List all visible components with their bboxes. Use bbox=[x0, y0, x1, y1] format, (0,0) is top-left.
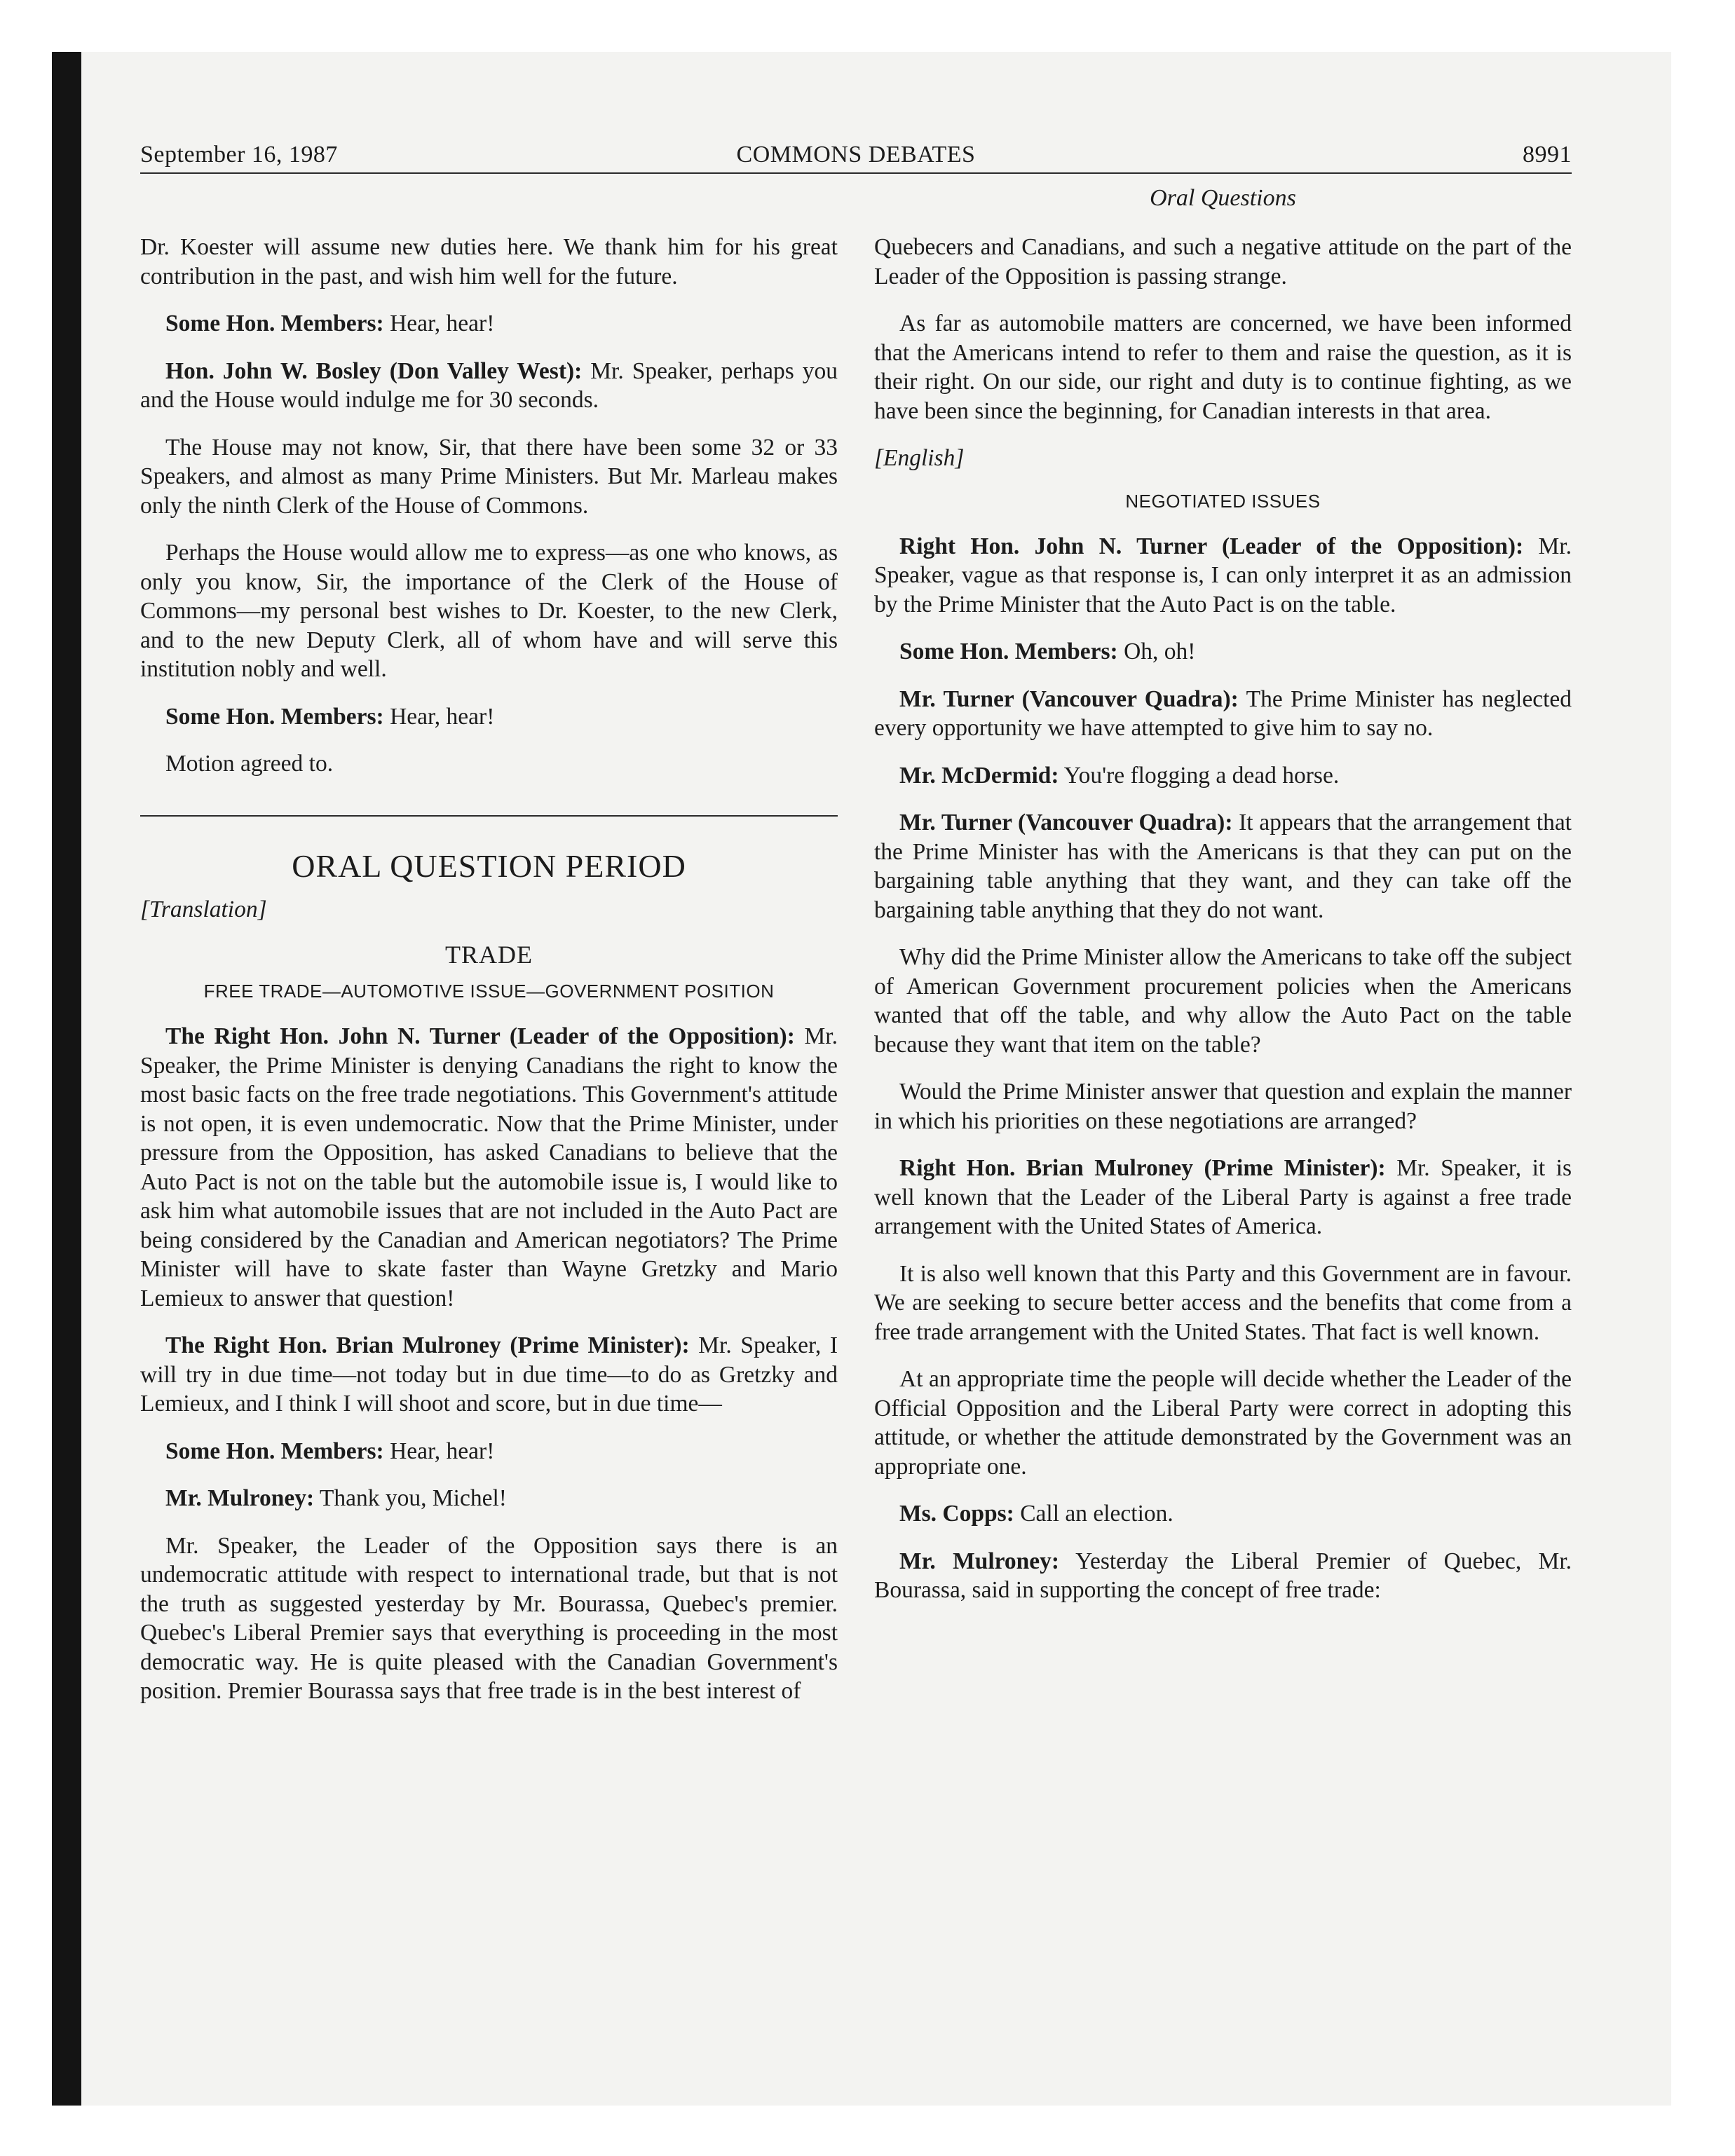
speech bbox=[874, 761, 1572, 791]
paragraph: The House may not know, Sir, that there have been some 32 or 33 Speakers, and almost as many Prime Ministers. But Mr. Marleau makes only the ninth Clerk of the House of Commons. bbox=[140, 434, 838, 519]
speaker-name: Mr. Mulroney: bbox=[899, 1548, 1060, 1574]
speaker-name: Right Hon. John N. Turner (Leader of the Opposition): bbox=[899, 533, 1524, 559]
speech bbox=[140, 1331, 838, 1419]
speaker-name: Right Hon. Brian Mulroney (Prime Minister): bbox=[899, 1155, 1386, 1181]
speech bbox=[140, 309, 838, 339]
speaker-name: Some Hon. Members: bbox=[899, 639, 1118, 664]
speech bbox=[140, 357, 838, 415]
left-column bbox=[140, 233, 838, 2041]
speech bbox=[874, 1547, 1572, 1605]
subsection-title: TRADE bbox=[445, 941, 533, 969]
header-page-number: 8991 bbox=[1523, 142, 1572, 168]
speech-text: Mr. Speaker, perhaps you and the House would indulge me for 30 seconds. bbox=[140, 357, 838, 413]
speech bbox=[874, 808, 1572, 925]
speech-text: Thank you, Michel! bbox=[314, 1485, 507, 1511]
paragraph: It is also well known that this Party and this Government are in favour. We are seeking to secure better access and the benefits that come from a free trade arrangement with the United States. That fact is well known. bbox=[874, 1260, 1572, 1345]
speaker-name: The Right Hon. Brian Mulroney (Prime Minister): bbox=[165, 1332, 690, 1358]
speech bbox=[874, 637, 1572, 667]
speech bbox=[874, 1154, 1572, 1241]
speech bbox=[140, 1484, 838, 1513]
paragraph: Dr. Koester will assume new duties here. We thank him for his great contribution in the past, and wish him well for the future. bbox=[140, 234, 838, 289]
speaker-name: Some Hon. Members: bbox=[165, 311, 384, 336]
speaker-name: Some Hon. Members: bbox=[165, 703, 384, 730]
section-divider bbox=[140, 815, 838, 817]
speaker-name: Mr. Turner (Vancouver Quadra): bbox=[899, 685, 1239, 712]
speech bbox=[874, 1499, 1572, 1529]
speech-text: You're flogging a dead horse. bbox=[1059, 762, 1340, 789]
speaker-name: Ms. Copps: bbox=[899, 1501, 1014, 1527]
paragraph: Perhaps the House would allow me to express—as one who knows, as only you know, Sir, the importance of the Clerk of the House of Commons—my personal best wishes to Dr. Koester, to the new Clerk, and to the new Deputy Clerk, all of whom have and will serve this institution nobly and well. bbox=[140, 540, 838, 682]
speech bbox=[874, 532, 1572, 620]
scan-edge bbox=[52, 52, 81, 2106]
speech-text: Mr. Speaker, it is well known that the Leader of the Liberal Party is against a free trade arrangement with the United States of America. bbox=[874, 1155, 1572, 1239]
language-note: [English] bbox=[874, 445, 965, 471]
paragraph: At an appropriate time the people will decide whether the Leader of the Official Opposition and the Liberal Party were correct in adopting this attitude, or whether the attitude demonstrated by the Government was an appropriate one. bbox=[874, 1366, 1572, 1480]
speaker-name: Mr. Turner (Vancouver Quadra): bbox=[899, 810, 1233, 835]
speech-text: Oh, oh! bbox=[1117, 639, 1196, 664]
speech-text: Hear, hear! bbox=[383, 1438, 495, 1464]
speech-text: Hear, hear! bbox=[383, 703, 495, 730]
speaker-name: Mr. Mulroney: bbox=[165, 1485, 315, 1511]
speech-text: Mr. Speaker, vague as that response is, I can only interpret it as an admission by the Prime Minister that the Auto Pact is on the table. bbox=[874, 533, 1572, 618]
section-title: ORAL QUESTION PERIOD bbox=[292, 847, 686, 884]
topic-title: NEGOTIATED ISSUES bbox=[1125, 490, 1321, 512]
speech bbox=[140, 1437, 838, 1466]
speech-text: It appears that the arrangement that the Prime Minister has with the Americans is that they can put on the bargaining table anything that they want, and they can take off the bargaining table anything that they do not want. bbox=[874, 810, 1572, 923]
header-title: COMMONS DEBATES bbox=[736, 142, 976, 168]
speech-text: Yesterday the Liberal Premier of Quebec, Mr. Bourassa, said in supporting the concept of free trade: bbox=[874, 1548, 1572, 1603]
speech-text: Hear, hear! bbox=[383, 311, 495, 336]
speaker-name: Hon. John W. Bosley (Don Valley West): bbox=[165, 357, 583, 384]
speaker-name: Some Hon. Members: bbox=[165, 1438, 384, 1464]
speaker-name: Mr. McDermid: bbox=[899, 762, 1059, 789]
paragraph: Would the Prime Minister answer that question and explain the manner in which his priorities on these negotiations are arranged? bbox=[874, 1079, 1572, 1134]
paragraph: Motion agreed to. bbox=[165, 751, 334, 777]
paragraph: Mr. Speaker, the Leader of the Opposition says there is an undemocratic attitude with respect to international trade, but that is not the truth as suggested yesterday by Mr. Bourassa, Quebec's premier. Quebec's Liberal Premier says that everything is proceeding in the most democratic way. He is quite pleased with the Canadian Government's position. Premier Bourassa says that free trade is in the best interest of bbox=[140, 1532, 838, 1704]
topic-title: FREE TRADE—AUTOMOTIVE ISSUE—GOVERNMENT POSITION bbox=[203, 981, 775, 1002]
speech bbox=[874, 685, 1572, 743]
speech-text: Mr. Speaker, I will try in due time—not today but in due time—to do as Gretzky and Lemieux, and I think I will shoot and score, but in due time— bbox=[140, 1332, 838, 1417]
speech-text: The Prime Minister has neglected every opportunity we have attempted to give him to say no. bbox=[874, 685, 1572, 741]
speaker-name: The Right Hon. John N. Turner (Leader of the Opposition): bbox=[165, 1023, 795, 1049]
speech bbox=[140, 702, 838, 732]
language-note: [Translation] bbox=[140, 896, 267, 922]
paragraph: Quebecers and Canadians, and such a negative attitude on the part of the Leader of the Opposition is passing strange. bbox=[874, 234, 1572, 289]
right-column bbox=[874, 184, 1572, 1992]
header-date: September 16, 1987 bbox=[140, 142, 338, 168]
running-head: Oral Questions bbox=[1150, 185, 1296, 211]
speech-text: Call an election. bbox=[1014, 1501, 1173, 1527]
paragraph: As far as automobile matters are concerned, we have been informed that the Americans intend to refer to them and raise the question, as it is their right. On our side, our right and duty is to continue fighting, as we have been since the beginning, for Canadian interests in that area. bbox=[874, 311, 1572, 424]
speech bbox=[140, 1022, 838, 1313]
paragraph: Why did the Prime Minister allow the Americans to take off the subject of American Government procurement policies when the Americans wanted that off the table, and why allow the Auto Pact on the table because they want that item on the table? bbox=[874, 944, 1572, 1058]
page-header bbox=[140, 137, 1572, 174]
speech-text: Mr. Speaker, the Prime Minister is denying Canadians the right to know the most basic facts on the free trade negotiations. This Government's attitude is not open, it is even undemocratic. Now that the Prime Minister, under pressure from the Opposition, has asked Canadians to believe that the Auto Pact is not on the table but the automobile issue is, I would like to ask him what automobile issues that are not included in the Auto Pact are being considered by the Canadian and American negotiators? The Prime Minister will have to skate faster than Wayne Gretzky and Mario Lemieux to answer that question! bbox=[140, 1023, 838, 1311]
